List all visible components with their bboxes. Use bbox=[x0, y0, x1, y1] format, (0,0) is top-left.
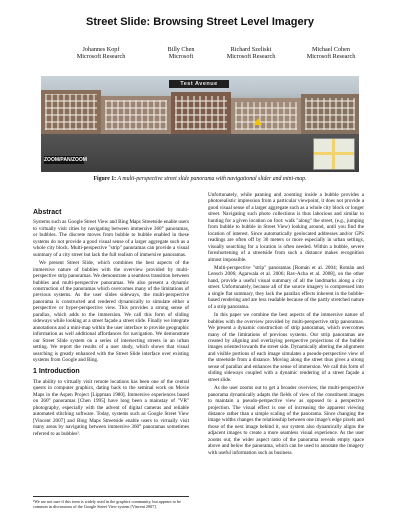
caption-label: Figure 1: bbox=[93, 176, 117, 182]
abstract-paragraph: Systems such as Google Street View and Bing Maps Streetside enable users to virtually visit cities by navigating between immersive 360° panoramas, or bubbles. The discrete moves from bubble to bubble enabled in these systems do not provide a good visual sense of a larger aggregate such as a whole city block. Multi-perspective "strip" panoramas can provide a visual summary of a city street but lack the full realism of immersive panoramas. bbox=[33, 219, 189, 258]
caption-text: A multi-perspective street slide panorama with navigational slider and mini-map. bbox=[117, 176, 307, 182]
zoom-slider-label[interactable]: ZOOM/PAN/ZOOM bbox=[44, 157, 87, 163]
minimap-road bbox=[332, 139, 335, 169]
left-column bbox=[33, 210, 189, 439]
author-4 bbox=[286, 46, 376, 61]
author-name: Billy Chen bbox=[167, 46, 195, 53]
navigation-arrow-icon[interactable] bbox=[254, 118, 262, 125]
author-affiliation: Microsoft Research bbox=[76, 53, 126, 61]
body-paragraph: In this paper we combine the best aspects of the immersive nature of bubbles with the overview provided by multi-perspective strip panoramas. We present a dynamic construction of strip panoramas, which overcomes many of the limitations of previous systems. Our strip panoramas are created by aligning and overlaying perspective projections of the bubble images oriented towards the street side. Dynamically altering the alignment and visible portions of each image simulates a pseudo-perspective view of the streetside from a distance. Moving along the street thus gives a strong sense of parallax and enhances the sense of immersion. We call this form of sliding sideways coupled with a dynamic rendering of a street façade a street slide. bbox=[208, 312, 364, 383]
street-name-label: Test Avenue bbox=[169, 80, 229, 88]
teaser-figure bbox=[41, 76, 359, 172]
building-windows bbox=[105, 100, 167, 130]
author-affiliation: Microsoft Research bbox=[226, 53, 276, 61]
body-paragraph: As the user zooms out to get a broader overview, the multi-perspective panorama dynamically adapts the fields of view of the constituent images to maintain a pseudo-perspective view as opposed to a perspective projection. The visual effect is one of increasing the apparent viewing distance rather than a simple scaling of the panorama. Since changing the image widths changes the relationship between one image's edge pixels and those of the next image behind it, our system also dynamically aligns the adjacent images to create a more seamless visual experience. As the user zooms out, the wider aspect ratio of the panorama reveals empty space above and below the panorama, which can be used to annotate the imagery with useful information such as business. bbox=[208, 385, 364, 456]
paper-title: Street Slide: Browsing Street Level Imagery bbox=[85, 16, 315, 28]
section-heading: 1 Introduction bbox=[33, 368, 80, 376]
building-windows bbox=[235, 102, 297, 130]
mini-map[interactable] bbox=[313, 138, 355, 170]
building-windows bbox=[45, 94, 97, 130]
author-name: Michael Cohen bbox=[312, 46, 350, 53]
abstract-paragraph: We present Street Slide, which combines the best aspects of the immersive nature of bubbles with the overview provided by multi-perspective strip panoramas. We demonstrate a seamless transition between bubbles and multi-perspective panoramas. We also present a dynamic construction of the panoramas which overcomes many of the limitations of previous systems. As the user slides sideways, the multi-perspective panorama is constructed and rendered dynamically to simulate either a perspective or hyper-perspective view. This provides a strong sense of parallax, which adds to the immersion. We call this form of sliding sideways while looking at a street façade a street slide. Finally we integrate annotations and a mini-map within the user interface to provide geographic information as well additional affordances for navigation. We demonstrate our Street Slide system on a series of intersecting streets in an urban setting. We report the results of a user study, which shows that visual searching is greatly enhanced with the Street Slide interface over existing systems from Google and Bing. bbox=[33, 260, 189, 363]
abstract-heading: Abstract bbox=[33, 209, 62, 216]
intro-paragraph: The ability to virtually visit remote locations has been one of the central quests in computer graphics, dating back to the seminal work on Movie Maps in the Aspen Project [Lippman 1980]. Immersive experiences based on 360° panoramas [Chen 1995] have long been a mainstay of "VR" photography, especially with the advent of digital cameras and reliable automated stitching software. Today, systems such as Google Street View [Vincent 2007] and Bing Maps Streetside enable users to virtually visit many areas by navigating between immersive 360° panoramas sometimes referred to as bubbles¹. bbox=[33, 378, 189, 437]
author-name: Johannes Kopf bbox=[82, 46, 120, 53]
figure-caption bbox=[0, 176, 400, 182]
author-1 bbox=[56, 46, 146, 61]
author-name: Richard Szeliski bbox=[230, 46, 272, 53]
building-windows bbox=[305, 98, 355, 130]
street-road bbox=[41, 134, 359, 172]
right-column bbox=[208, 192, 364, 458]
author-affiliation: Microsoft Research bbox=[306, 53, 356, 61]
footnote: ¹We are not sure if this term is widely used in the graphics community, but appears to be common in discussions of the Google Street View system [Vincent 2007]. bbox=[33, 496, 189, 509]
author-3 bbox=[206, 46, 296, 61]
body-paragraph: Unfortunately, while panning and zooming inside a bubble provides a photorealistic impression from a particular viewpoint, it does not provide a good visual sense of a larger aggregate such as a whole city block or longer street. Navigating such photo collections is thus laborious and similar to hunting for a given location on foot: walk "along" the street, (e.g., jumping from bubble to bubble in Street View) looking around, until you find the location of interest. Since automatically geolocated addresses and/or GPS readings are often off by 30 meters or more especially in urban settings, visually searching for a location is often needed. Within a bubble, severe foreshortening of a streetside from such a distance makes recognition almost impossible. bbox=[208, 192, 364, 263]
author-affiliation: Microsoft bbox=[168, 53, 194, 61]
building-windows bbox=[175, 96, 227, 130]
body-paragraph: Multi-perspective "strip" panoramas [Román et al. 2004; Román and Lensch 2006; Agarwala et al. 2006; Rav-Acha et al. 2008], on the other hand, provide a useful visual summary of all the landmarks along a city street. Unfortunately, because all of the source imagery is compressed into a single flat summary, they lack the parallax effects inherent in the bubble-based rendering and are less readable because of the partly stretched nature of a strip panorama. bbox=[208, 264, 364, 310]
